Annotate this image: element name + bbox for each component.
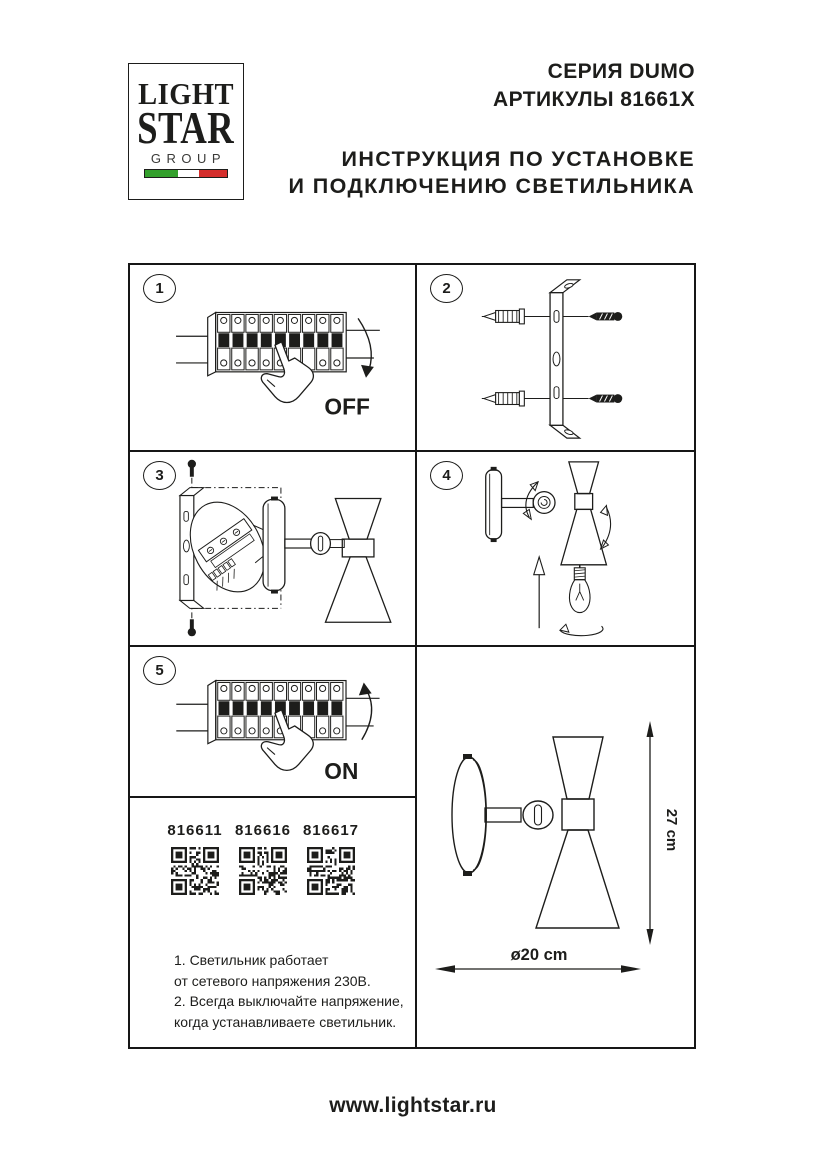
header [289,58,695,200]
article-816616 [229,822,297,895]
step-1-badge: 1 [143,274,176,303]
website-url: www.lightstar.ru [329,1094,497,1117]
step-5-panel [130,647,417,798]
step-4-panel [417,452,694,647]
article-816611 [161,822,229,895]
step-3-badge: 3 [143,461,176,490]
logo-word-group: GROUP [150,151,227,166]
article-816617 [297,822,365,895]
qr-code-icon [239,847,287,895]
step-2-badge: 2 [430,274,463,303]
instruction-title-line2: И ПОДКЛЮЧЕНИЮ СВЕТИЛЬНИКА [288,174,695,198]
instruction-title-line1: ИНСТРУКЦИЯ ПО УСТАНОВКЕ [341,147,695,171]
note-line: от сетевого напряжения 230В. [174,972,371,989]
article-codes-panel [130,798,417,1047]
diameter-dimension-label: ø20 cm [510,946,568,964]
step-5-badge: 5 [143,656,176,685]
articles-title: АРТИКУЛЫ 81661X [493,88,695,111]
article-code: 816617 [302,822,360,839]
on-label: ON [324,758,359,785]
article-code: 816611 [167,822,223,839]
article-code: 816616 [234,822,292,839]
dimensions-panel [417,647,694,1047]
step-2-panel [417,265,694,452]
note-line: 1. Светильник работает [174,952,329,968]
note-line: 2. Всегда выключайте напряжение, [174,993,404,1009]
series-title: СЕРИЯ DUMO [547,60,695,83]
flag-green-segment [145,170,178,177]
safety-notes [174,950,404,1032]
lightstar-logo [128,63,244,200]
logo-word-star: STAR [137,102,235,153]
qr-code-icon [171,847,219,895]
note-line: когда устанавливаете светильник. [174,1013,397,1030]
flag-white-segment [178,170,199,177]
step-4-badge: 4 [430,461,463,490]
italian-flag-bar [144,169,228,178]
flag-red-segment [199,170,227,177]
qr-code-icon [307,847,355,895]
height-dimension-label: 27 cm [663,808,680,852]
instruction-grid [128,263,696,1049]
step-3-panel [130,452,417,647]
logo-word-light: LIGHT [138,76,234,111]
lamp-dimensions-diagram [417,647,694,1047]
off-label: OFF [324,393,370,420]
step-1-panel [130,265,417,452]
